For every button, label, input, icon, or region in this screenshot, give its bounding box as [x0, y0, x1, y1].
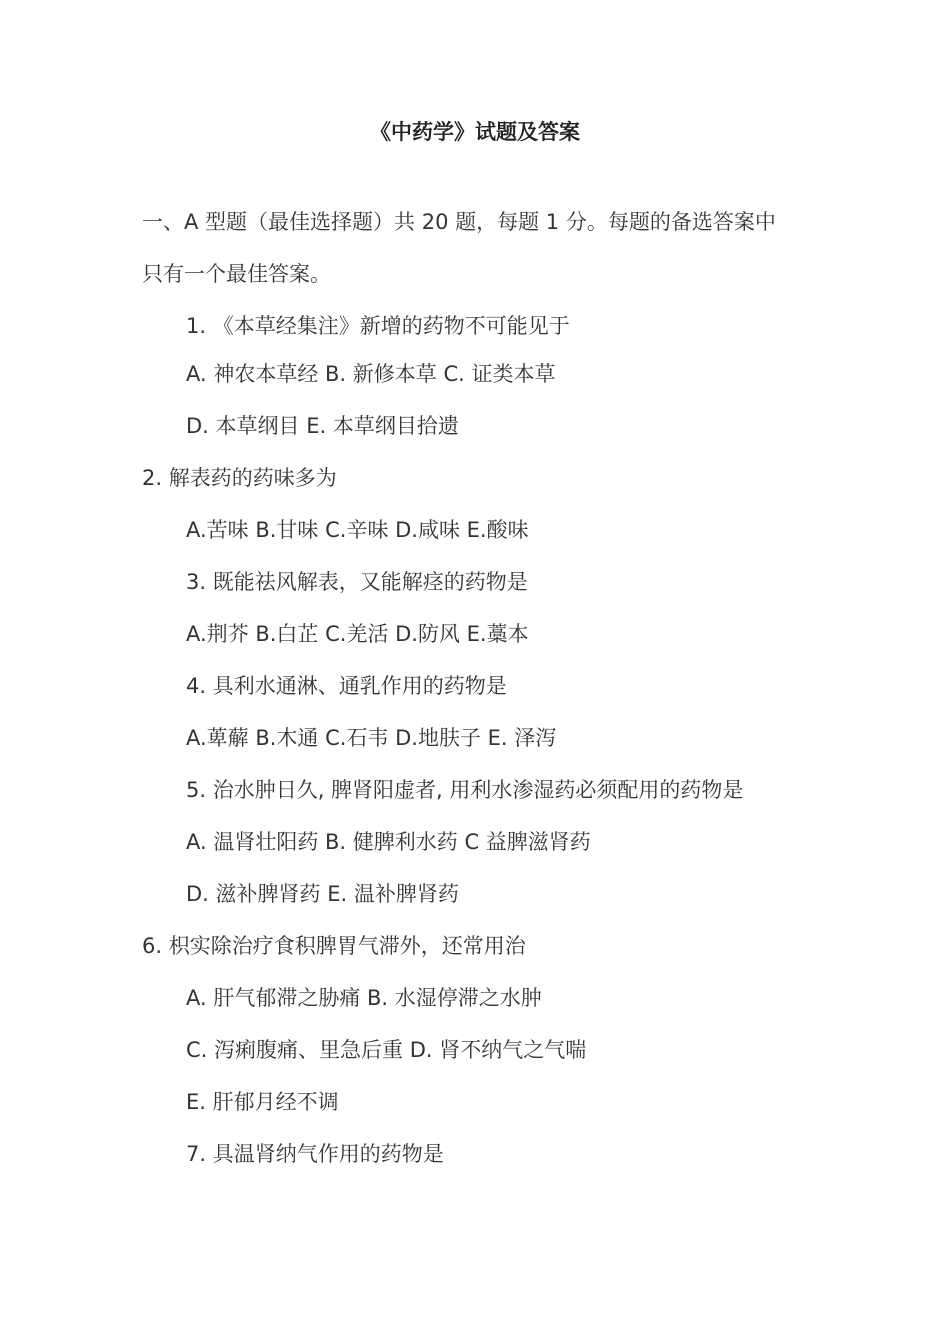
- question-1: 1. 《本草经集注》新增的药物不可能见于: [186, 314, 570, 338]
- question-6-options-c: E. 肝郁月经不调: [186, 1090, 339, 1114]
- question-6-options-b: C. 泻痢腹痛、里急后重 D. 肾不纳气之气喘: [186, 1038, 587, 1062]
- question-5-options-b: D. 滋补脾肾药 E. 温补脾肾药: [186, 882, 459, 906]
- question-4-options: A.萆薢 B.木通 C.石韦 D.地肤子 E. 泽泻: [186, 726, 557, 750]
- question-2-options: A.苦味 B.甘味 C.辛味 D.咸味 E.酸味: [186, 518, 529, 542]
- question-4: 4. 具利水通淋、通乳作用的药物是: [186, 674, 507, 698]
- question-3: 3. 既能祛风解表，又能解痉的药物是: [186, 570, 528, 594]
- question-1-options-b: D. 本草纲目 E. 本草纲目拾遗: [186, 414, 459, 438]
- question-3-options: A.荆芥 B.白芷 C.羌活 D.防风 E.藁本: [186, 622, 529, 646]
- question-6: 6. 枳实除治疗食积脾胃气滞外，还常用治: [142, 934, 526, 958]
- question-2: 2. 解表药的药味多为: [142, 466, 337, 490]
- section-intro-line-1: 一、A 型题（最佳选择题）共 20 题，每题 1 分。每题的备选答案中: [142, 210, 776, 234]
- question-5-options-a: A. 温肾壮阳药 B. 健脾利水药 C 益脾滋肾药: [186, 830, 591, 854]
- question-1-options-a: A. 神农本草经 B. 新修本草 C. 证类本草: [186, 362, 556, 386]
- question-5: 5. 治水肿日久, 脾肾阳虚者, 用利水渗湿药必须配用的药物是: [186, 778, 744, 802]
- question-7: 7. 具温肾纳气作用的药物是: [186, 1142, 444, 1166]
- question-6-options-a: A. 肝气郁滞之胁痛 B. 水湿停滞之水肿: [186, 986, 542, 1010]
- document-title: 《中药学》试题及答案: [370, 120, 580, 144]
- section-intro-line-2: 只有一个最佳答案。: [142, 262, 331, 286]
